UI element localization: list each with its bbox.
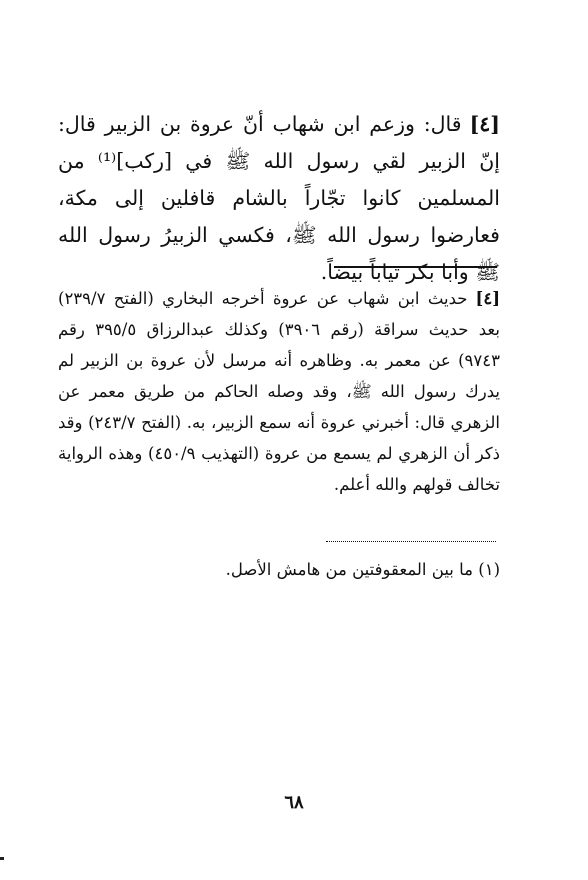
commentary-paragraph (58, 283, 500, 500)
main-separator-line (334, 266, 497, 268)
footnote: (١) ما بين المعقوفتين من هامش الأصل. (225, 560, 500, 579)
page-number: ٦٨ (284, 792, 304, 813)
commentary-number: [٤] (475, 289, 500, 308)
commentary-text: حديث ابن شهاب عن عروة أخرجه البخاري (الفتح ٢٣٩/٧) بعد حديث سراقة (رقم ٣٩٠٦) وكذلك عبدالرزاق ٣٩٥/٥ رقم ٩٧٤٣) عن معمر به. وظاهره أنه مرسل لأن عروة بن الزبير لم يدرك رسول الله ﷺ، وقد وصله الحاكم من طريق معمر عن الزهري قال: أخبرني عروة أنه سمع الزبير، به. (الفتح ٢٤٣/٧) وقد ذكر أن الزهري لم يسمع من عروة (التهذيب ٤٥٠/٩) وهذه الرواية تخالف قولهم والله أعلم. (58, 289, 501, 494)
footnote-separator (326, 541, 496, 542)
paragraph-text: قال: وزعم ابن شهاب أنّ عروة بن الزبير قال: إنّ الزبير لقي رسول الله ﷺ في [ركب]⁽¹⁾ من المسلمين كانوا تجّاراً بالشام قافلين إلى مكة، فعارضوا رسول الله ﷺ، فكسي الزبيرُ رسول الله ﷺ وأبا بكر ثياباً بيضاً. (58, 112, 500, 284)
paragraph-number: [٤] (469, 112, 500, 136)
scan-mark (0, 857, 4, 860)
main-paragraph (58, 106, 500, 291)
